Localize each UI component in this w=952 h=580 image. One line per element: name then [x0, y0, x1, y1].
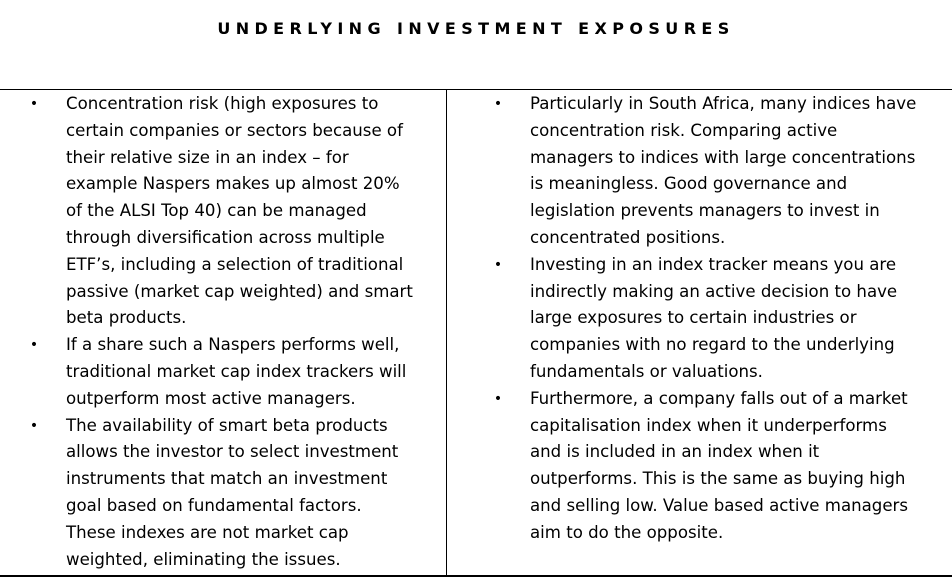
bullet-text-line: and selling low. Value based active managers [530, 495, 909, 515]
right-bullet-item-2 [492, 252, 944, 386]
bullet-text-line: allows the investor to select investment [66, 442, 399, 462]
right-bullet-item-1 [492, 91, 944, 252]
bullet-text-line: capitalisation index when it underperforms [530, 415, 887, 435]
bullet-text-line: is meaningless. Good governance and [530, 174, 848, 194]
bullet-text-line: ETF’s, including a selection of traditional [66, 254, 404, 274]
page-heading: UNDERLYING INVESTMENT EXPOSURES [217, 19, 735, 38]
bullet-text-line: fundamentals or valuations. [530, 361, 763, 381]
right-column [492, 91, 944, 547]
bullet-text-line: These indexes are not market cap [66, 522, 349, 542]
bullet-text-line: weighted, eliminating the issues. [66, 549, 341, 569]
bullet-text-line: certain companies or sectors because of [66, 120, 403, 140]
bullet-icon: • [29, 337, 39, 354]
left-bullet-item-3 [28, 413, 440, 574]
column-divider [446, 89, 447, 577]
bullet-icon: • [29, 417, 39, 434]
bullet-text-line: aim to do the opposite. [530, 522, 724, 542]
bullet-text-line: large exposures to certain industries or [530, 308, 857, 328]
bullet-text-line: traditional market cap index trackers will [66, 361, 407, 381]
bullet-text-line: and is included in an index when it [530, 442, 820, 462]
bullet-text-line: beta products. [66, 308, 187, 328]
bullet-icon: • [493, 390, 503, 407]
bullet-text-line: Furthermore, a company falls out of a market [530, 388, 908, 408]
bullet-text-line: example Naspers makes up almost 20% [66, 174, 400, 194]
bullet-text-line: Concentration risk (high exposures to [66, 94, 379, 113]
bullet-text-line: Investing in an index tracker means you are [530, 254, 897, 274]
bullet-icon: • [493, 96, 503, 112]
bullet-text-line: passive (market cap weighted) and smart [66, 281, 413, 301]
bullet-text-line: their relative size in an index – for [66, 147, 349, 167]
bullet-text-line: indirectly making an active decision to have [530, 281, 898, 301]
right-bullet-item-3 [492, 386, 944, 547]
bullet-icon: • [29, 96, 39, 112]
bullet-text-line: If a share such a Naspers performs well, [66, 335, 400, 355]
left-column [28, 91, 440, 573]
bullet-text-line: companies with no regard to the underlying [530, 335, 895, 355]
left-bullet-item-1 [28, 91, 440, 332]
bullet-text-line: Particularly in South Africa, many indices have [530, 94, 917, 113]
bullet-text-line: outperforms. This is the same as buying high [530, 469, 906, 489]
bullet-text-line: of the ALSI Top 40) can be managed [66, 201, 367, 221]
bullet-text-line: outperform most active managers. [66, 388, 356, 408]
bullet-text-line: legislation prevents managers to invest in [530, 201, 880, 221]
bullet-text-line: through diversification across multiple [66, 227, 385, 247]
bullet-text-line: instruments that match an investment [66, 469, 388, 489]
bullet-text-line: concentration risk. Comparing active [530, 120, 838, 140]
bullet-icon: • [493, 256, 503, 273]
bullet-text-line: The availability of smart beta products [66, 415, 388, 435]
bullet-text-line: managers to indices with large concentrations [530, 147, 916, 167]
bullet-text-line: concentrated positions. [530, 227, 726, 247]
left-bullet-item-2 [28, 332, 440, 412]
bullet-text-line: goal based on fundamental factors. [66, 495, 362, 515]
